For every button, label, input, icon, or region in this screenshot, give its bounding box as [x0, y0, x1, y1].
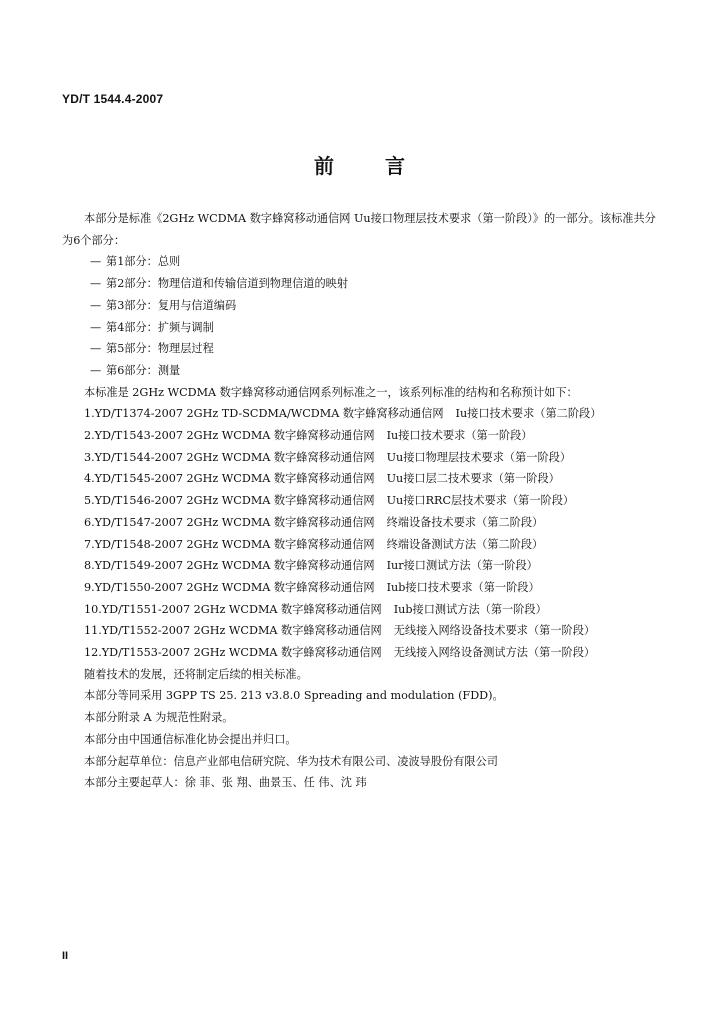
list-item: 8.YD/T1549-2007 2GHz WCDMA 数字蜂窝移动通信网 Iur接口测试方法（第一阶段） [84, 559, 538, 573]
list-item: 9.YD/T1550-2007 2GHz WCDMA 数字蜂窝移动通信网 Iub接口技术要求（第一阶段） [84, 580, 540, 594]
list-item: 2.YD/T1543-2007 2GHz WCDMA 数字蜂窝移动通信网 Iu接口技术要求（第一阶段） [84, 429, 533, 443]
drafting-units-paragraph: 本部分起草单位：信息产业部电信研究院、华为技术有限公司、凌波导股份有限公司 [84, 754, 498, 768]
series-intro: 本标准是 2GHz WCDMA 数字蜂窝移动通信网系列标准之一，该系列标准的结构和名称预计如下： [84, 385, 578, 399]
list-item: — 第4部分：扩频与调制 [90, 320, 214, 334]
list-item: 3.YD/T1544-2007 2GHz WCDMA 数字蜂窝移动通信网 Uu接口物理层技术要求（第一阶段） [84, 450, 572, 464]
standard-code-header: YD/T 1544.4-2007 [62, 92, 164, 106]
list-item: — 第3部分：复用与信道编码 [90, 298, 237, 312]
equivalence-paragraph: 本部分等同采用 3GPP TS 25. 213 v3.8.0 Spreading and modulation (FDD)。 [84, 689, 504, 703]
page-number: II [62, 950, 69, 962]
list-item: 7.YD/T1548-2007 2GHz WCDMA 数字蜂窝移动通信网 终端设备测试方法（第二阶段） [84, 537, 544, 551]
list-item: — 第5部分：物理层过程 [90, 342, 214, 356]
list-item: 5.YD/T1546-2007 2GHz WCDMA 数字蜂窝移动通信网 Uu接口RRC层技术要求（第一阶段） [84, 494, 575, 508]
series-standards-list [62, 403, 662, 663]
list-item: 11.YD/T1552-2007 2GHz WCDMA 数字蜂窝移动通信网 无线接入网络设备技术要求（第一阶段） [84, 624, 596, 638]
list-item: — 第2部分：物理信道和传输信道到物理信道的映射 [90, 277, 349, 291]
future-standards-paragraph: 随着技术的发展，还将制定后续的相关标准。 [84, 667, 308, 681]
list-item: — 第1部分：总则 [90, 255, 181, 269]
proposed-by-paragraph: 本部分由中国通信标准化协会提出并归口。 [84, 732, 297, 746]
drafters-paragraph: 本部分主要起草人：徐 菲、张 翔、曲景玉、任 伟、沈 玮 [84, 776, 367, 790]
intro-paragraph: 本部分是标准《2GHz WCDMA 数字蜂窝移动通信网 Uu接口物理层技术要求（第一阶段）》的一部分。该标准共分为6个部分： [62, 212, 656, 247]
list-item: 4.YD/T1545-2007 2GHz WCDMA 数字蜂窝移动通信网 Uu接口层二技术要求（第一阶段） [84, 472, 560, 486]
annex-paragraph: 本部分附录 A 为规范性附录。 [84, 711, 234, 725]
list-item: 6.YD/T1547-2007 2GHz WCDMA 数字蜂窝移动通信网 终端设备技术要求（第二阶段） [84, 515, 544, 529]
foreword-body [62, 208, 662, 794]
list-item: 1.YD/T1374-2007 2GHz TD-SCDMA/WCDMA 数字蜂窝移动通信网 Iu接口技术要求（第二阶段） [84, 407, 602, 421]
page-title: 前 言 [314, 154, 427, 178]
list-item: 10.YD/T1551-2007 2GHz WCDMA 数字蜂窝移动通信网 Iub接口测试方法（第一阶段） [84, 602, 547, 616]
parts-list [62, 251, 662, 381]
list-item: 12.YD/T1553-2007 2GHz WCDMA 数字蜂窝移动通信网 无线接入网络设备测试方法（第一阶段） [84, 646, 596, 660]
list-item: — 第6部分：测量 [90, 363, 181, 377]
